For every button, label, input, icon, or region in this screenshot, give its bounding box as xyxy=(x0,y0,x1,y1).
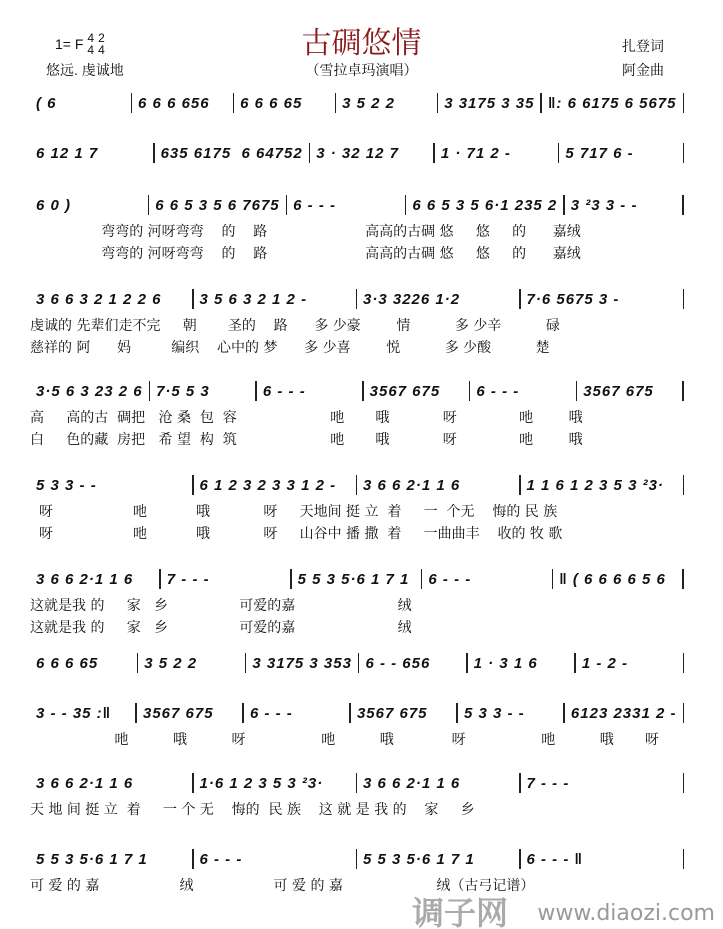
notation-line xyxy=(30,142,684,164)
notation-line xyxy=(30,194,684,216)
notation-line xyxy=(30,702,684,724)
measure: 635 6175 6 64752 xyxy=(160,144,303,162)
measure: 7 - - - xyxy=(526,774,570,792)
measure: 3567 675 xyxy=(369,382,441,400)
barline xyxy=(682,569,684,589)
measure: 3 · 32 12 7 xyxy=(316,144,399,162)
lyric-line: 慈祥的 阿 妈 编织 心中的 梦 多 少喜 悦 多 少酸 楚 xyxy=(30,340,550,356)
measure: 6 6 5 3 5 6 7675 xyxy=(155,196,280,214)
measure: 6123 2331 2 - xyxy=(570,704,677,722)
watermark-logo: 调子网 xyxy=(411,894,508,929)
measure: 6 6 6 65 xyxy=(36,654,99,672)
measure: 3·5 6 3 23 2 6 xyxy=(36,382,143,400)
time-bottom: 4 xyxy=(87,43,95,57)
measure: 6 - - - xyxy=(199,850,243,868)
measure: 3 3175 3 353 xyxy=(252,654,352,672)
lyric-line: 呀 吔 哦 呀 天地间 挺 立 着 一 个无 悔的 民 族 xyxy=(30,504,558,520)
measure: 3 6 6 2·1 1 6 xyxy=(363,774,461,792)
notation-line xyxy=(30,568,684,590)
watermark-url: www.diaozi.com xyxy=(537,901,715,926)
measure: 3567 675 xyxy=(356,704,428,722)
performer: （雪拉卓玛演唱） xyxy=(305,62,418,78)
key-label: 1= F xyxy=(55,36,84,52)
notation-line xyxy=(30,652,684,674)
time-bottom: 4 xyxy=(98,43,105,57)
time-top: 4 xyxy=(87,31,95,45)
measure: 6 0 ) xyxy=(36,196,72,214)
measure: 3567 675 xyxy=(583,382,654,400)
measure: 6 - - - xyxy=(476,382,520,400)
measure: 6 - - - xyxy=(428,570,472,588)
measure: 3 ²3 3 - - xyxy=(570,196,638,214)
notation-line xyxy=(30,848,684,870)
barline xyxy=(683,653,685,673)
lyric-line: 呀 吔 哦 呀 山谷中 播 撒 着 一曲曲丰 收的 牧 歌 xyxy=(30,526,563,542)
measure: ‖: 6 6175 6 5675 xyxy=(547,94,677,112)
measure: 3 3175 3 35 xyxy=(444,94,535,112)
measure: 6 - - - ‖ xyxy=(526,850,583,868)
measure: 7·6 5675 3 - xyxy=(526,290,620,308)
measure: 3 5 2 2 xyxy=(144,654,198,672)
measure: 1·6 1 2 3 5 3 ²3· xyxy=(199,774,324,792)
lyric-line: 弯弯的 河呀弯弯 的 路 高高的古碉 悠 悠 的 嘉绒 xyxy=(30,246,581,262)
measure: 5 717 6 - xyxy=(565,144,634,162)
lyric-line: 这就是我 的 家 乡 可爱的嘉 绒 xyxy=(30,620,412,636)
measure: 1 - 2 - xyxy=(581,654,629,672)
barline xyxy=(683,703,685,723)
composer: 阿金曲 xyxy=(622,62,664,78)
measure: 6 6 6 656 xyxy=(138,94,210,112)
lyric-line: 天 地 间 挺 立 着 一 个 无 悔的 民 族 这 就 是 我 的 家 乡 xyxy=(30,802,475,818)
measure: 6 12 1 7 xyxy=(36,144,99,162)
notation-line xyxy=(30,772,684,794)
measure: 1 1 6 1 2 3 5 3 ²3· xyxy=(526,476,664,494)
lyric-line: 高 高的古 碉把 沧 桑 包 容 吔 哦 呀 吔 哦 xyxy=(30,410,583,426)
barline xyxy=(683,773,685,793)
measure: 6 - - 656 xyxy=(365,654,431,672)
measure: 3 6 6 3 2 1 2 2 6 xyxy=(36,290,162,308)
measure: 3 6 6 2·1 1 6 xyxy=(36,570,134,588)
measure: ‖ ( 6 6 6 6 5 6 xyxy=(559,570,666,588)
measure: 5 5 3 5·6 1 7 1 xyxy=(363,850,475,868)
tempo-marking: 悠远. 虔诚地 xyxy=(46,62,124,78)
measure: 7·5 5 3 xyxy=(156,382,210,400)
measure: 6 - - - xyxy=(262,382,306,400)
barline xyxy=(682,195,684,215)
song-title: 古碉悠情 xyxy=(301,26,422,61)
measure: 3 5 6 3 2 1 2 - xyxy=(199,290,308,308)
notation-line xyxy=(30,380,684,402)
barline xyxy=(683,143,685,163)
measure: 6 - - - xyxy=(293,196,336,214)
lyric-line: 白 色的藏 房把 希 望 构 筑 吔 哦 呀 吔 哦 xyxy=(30,432,583,448)
lyricist: 扎登词 xyxy=(622,38,664,54)
lyric-line: 吔 哦 呀 吔 哦 呀 吔 哦 呀 xyxy=(30,732,659,748)
measure: 6 1 2 3 2 3 3 1 2 - xyxy=(199,476,337,494)
lyric-line: 可 爱 的 嘉 绒 可 爱 的 嘉 绒（古弓记谱） xyxy=(30,878,535,894)
measure: 6 - - - xyxy=(249,704,293,722)
barline xyxy=(683,93,685,113)
measure: 3 - - 35 :‖ xyxy=(36,704,112,722)
barline xyxy=(683,289,685,309)
barline xyxy=(683,475,685,495)
measure: 3 6 6 2·1 1 6 xyxy=(36,774,134,792)
notation-line xyxy=(30,288,684,310)
measure: 5 5 3 5·6 1 7 1 xyxy=(297,570,410,588)
measure: 3567 675 xyxy=(142,704,214,722)
measure: 6 6 5 3 5 6·1 235 2 xyxy=(412,196,558,214)
barline xyxy=(683,849,685,869)
measure: ( 6 xyxy=(36,94,57,112)
lyric-line: 虔诚的 先辈们走不完 朝 圣的 路 多 少豪 情 多 少辛 碌 xyxy=(30,318,560,334)
measure: 1 · 3 1 6 xyxy=(473,654,538,672)
time-top: 2 xyxy=(98,31,105,45)
measure: 1 · 71 2 - xyxy=(440,144,511,162)
measure: 5 3 3 - - xyxy=(36,476,97,494)
barline xyxy=(682,381,684,401)
notation-line xyxy=(30,474,684,496)
measure: 5 5 3 5·6 1 7 1 xyxy=(36,850,148,868)
measure: 6 6 6 65 xyxy=(240,94,303,112)
lyric-line: 弯弯的 河呀弯弯 的 路 高高的古碉 悠 悠 的 嘉绒 xyxy=(30,224,581,240)
measure: 7 - - - xyxy=(166,570,210,588)
measure: 3 5 2 2 xyxy=(342,94,396,112)
measure: 3 6 6 2·1 1 6 xyxy=(363,476,461,494)
measure: 5 3 3 - - xyxy=(463,704,525,722)
measure: 3·3 3226 1·2 xyxy=(363,290,461,308)
notation-line xyxy=(30,92,684,114)
lyric-line: 这就是我 的 家 乡 可爱的嘉 绒 xyxy=(30,598,412,614)
